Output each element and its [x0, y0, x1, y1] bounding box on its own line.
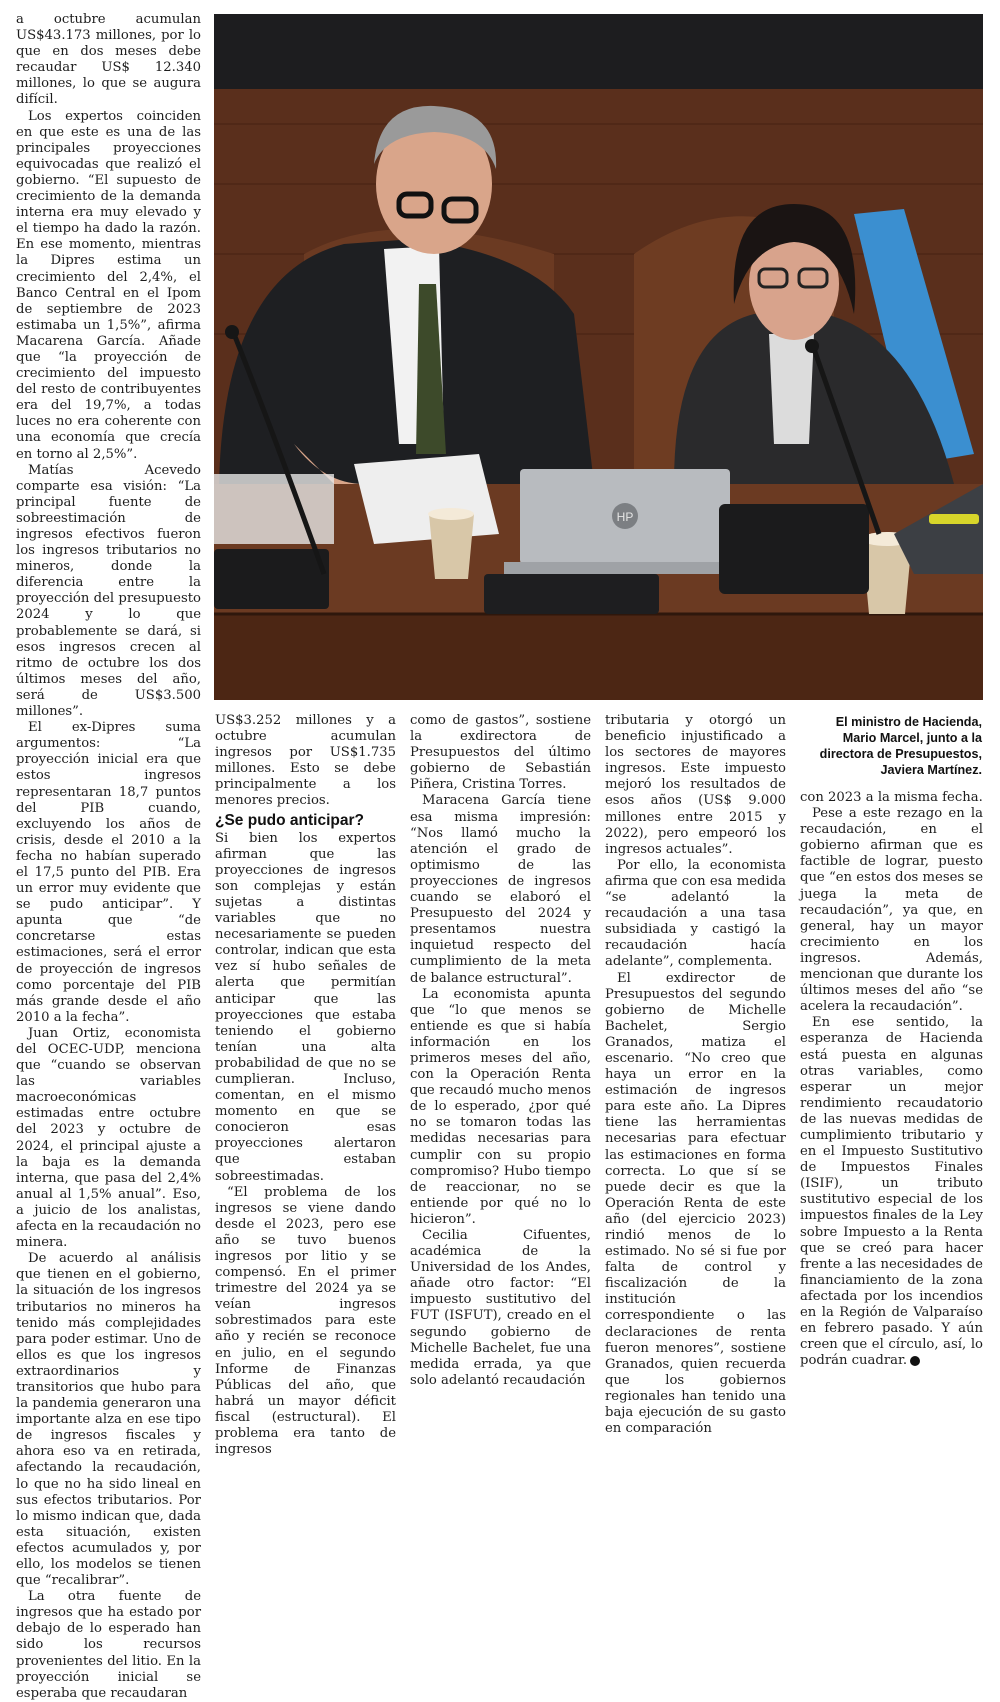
- photo-illustration: [214, 14, 983, 700]
- microphone-center: [484, 574, 659, 614]
- ceiling: [214, 14, 983, 89]
- paragraph: con 2023 a la misma fecha.: [800, 790, 983, 805]
- paragraph: Si bien los expertos afirman que las proyecciones de ingresos son complejas y están sujetas a distintas variables que no necesariamente se pueden controlar, indican que esta vez sí hubo señales de alerta que permitían anticipar que las proyecciones que estaba teniendo el gobierno tenían una alta probabilidad de que no se cumplieran. Incluso, comentan, en el mismo momento en que se conocieron esas proyecciones alertaron que estaban sobreestimadas.: [215, 830, 396, 1184]
- laptop-logo: HP: [616, 510, 634, 524]
- paragraph: Juan Ortiz, economista del OCEC-UDP, menciona que “cuando se observan las variables macroeconómicas estimadas entre octubre del 2023 y octubre de 2024, el principal ajuste a la baja es la demanda interna, que pasa del 2,4% anual al 1,5% anual”. Eso, a juicio de los analistas, afecta en la recaudación no minera.: [16, 1025, 201, 1251]
- paragraph: Por ello, la economista afirma que con esa medida “se adelantó la recaudación a una tasa subsidiada y castigó la recaudación hacía adelante”, complementa.: [605, 857, 786, 970]
- paragraph: a octubre acumulan US$43.173 millones, por lo que en dos meses debe recaudar US$ 12.340 millones, lo que se augura difícil.: [16, 12, 201, 108]
- end-of-article-icon: [910, 1356, 920, 1366]
- photo-caption: El ministro de Hacienda, Mario Marcel, junto a la directora de Presupuestos, Javiera Martínez.: [819, 715, 982, 777]
- article-column-3: [410, 713, 591, 1388]
- article-column-4: [605, 713, 786, 1437]
- paragraph: La otra fuente de ingresos que ha estado por debajo de lo esperado han sido los recursos provenientes del litio. En la proyección inicial se esperaba que recaudaran: [16, 1589, 201, 1701]
- paragraph: Matías Acevedo comparte esa visión: “La principal fuente de sobreestimación de ingresos efectivos fueron los ingresos tributarios no mineros, donde la diferencia entre la proyección del presupuesto 2024 y lo que probablemente se dará, si esos ingresos crecen al ritmo de octubre los dos últimos meses del año, será de US$3.500 millones”.: [16, 462, 201, 720]
- article-column-5: [800, 790, 983, 1369]
- paragraph: En ese sentido, la esperanza de Hacienda está puesta en algunas otras variables, como esperar un mejor rendimiento recaudatorio de las nuevas medidas de cumplimiento tributario y en el Impuesto Sustitutivo de Impuestos Finales (ISIF), un tributo sustitutivo especial de los impuestos finales de la Ley sobre Impuesto a la Renta que se creó para hacer frente a las necesidades de financiamiento de la zona afectada por los incendios en la Región de Valparaíso en febrero pasado. Y aún creen que el círculo, así, lo podrán cuadrar.: [800, 1015, 983, 1369]
- section-heading: ¿Se pudo anticipar?: [215, 811, 364, 829]
- paragraph: El exdirector de Presupuestos del segundo gobierno de Michelle Bachelet, Sergio Granados, matiza el escenario. “No creo que haya un error en la estimación de ingresos para este año. La Dipres tiene las herramientas necesarias para efectuar las estimaciones en forma correcta. Lo que sí se puede decir es que la Operación Renta de este año (del ejercicio 2023) rindió menos de lo estimado. No sé si fue por falta de control y fiscalización de la institución correspondiente o las declaraciones de renta fueron menores”, sostiene Granados, quien recuerda que los gobiernos regionales han tenido una baja ejecución de su gasto en comparación: [605, 970, 786, 1437]
- coffee-cup-left: [428, 508, 474, 579]
- laptop: [504, 469, 744, 574]
- papers: [354, 454, 499, 544]
- paragraph: Los expertos coinciden en que este es una de las principales proyecciones equivocadas que realizó el gobierno. “El supuesto de crecimiento de la demanda interna era muy elevado y el tiempo ha dado la razón. En ese momento, mientras la Dipres estima un crecimiento del 2,4%, el Banco Central en el Ipom de septiembre de 2023 estimaba un 1,5%”, afirma Macarena García. Añade que “la proyección de crecimiento del impuesto del resto de contribuyentes era del 19,7%, a todas luces no era coherente con una economía que crecía en torno al 2,5%”.: [16, 108, 201, 462]
- highlighter: [929, 514, 979, 524]
- paragraph: “El problema de los ingresos se viene dando desde el 2023, pero ese año se tuvo buenos ingresos por litio y se compensó. En el primer trimestre del 2024 ya se veían ingresos sobrestimados para este año y recién se reconoce en julio, en el segundo Informe de Finanzas Públicas del año, que habrá un mayor déficit fiscal (estructural). El problema era tanto de ingresos: [215, 1184, 396, 1458]
- paragraph: Cecilia Cifuentes, académica de la Universidad de los Andes, añade otro factor: “El impuesto sustitutivo del FUT (ISFUT), creado en el segundo gobierno de Michelle Bachelet, fue una medida errada, ya que solo adelantó recaudación: [410, 1228, 591, 1388]
- paragraph: tributaria y otorgó un beneficio injustificado a los sectores de mayores ingresos. Este impuesto mejoró los resultados de esos años (US$ 9.000 millones entre 2015 y 2022), pero empeoró los ingresos actuales”.: [605, 713, 786, 857]
- paragraph: Maracena García tiene esa misma impresión: “Nos llamó mucho la atención el grado de optimismo de las proyecciones de ingresos cuando se elaboró el Presupuesto del 2024 y presentamos nuestra inquietud respecto del cumplimiento de la meta de balance estructural”.: [410, 793, 591, 986]
- paragraph: De acuerdo al análisis que tienen en el gobierno, la situación de los ingresos tributarios no mineros ha tenido más complejidades para poder estimar. Uno de ellos es que los ingresos extraordinarios y transitorios que hubo para la pandemia generaron una importante alza en ese tipo de ingresos fiscales y ahora eso va en retirada, afectando la recaudación, lo que no ha sido lineal en sus efectos tributarios. Por lo mismo indican que, dada esta situación, existen efectos acumulados y, por ello, los modelos se tienen que “recalibrar”.: [16, 1251, 201, 1589]
- article-column-1: [16, 12, 201, 1701]
- article-photo: [214, 14, 983, 700]
- paragraph: La economista apunta que “lo que menos se entiende es que si había información en los primeros meses del año, con la Operación Renta que recaudó mucho menos de lo esperado, ¿por qué no se tomaron todas las medidas necesarias para cumplir con su propio compromiso? Hubo tiempo de reaccionar, no se entiende por qué no lo hicieron”.: [410, 986, 591, 1227]
- paragraph: El ex-Dipres suma argumentos: “La proyección inicial era que estos ingresos representaran 18,7 puntos del PIB cuando, excluyendo los años de crisis, desde el 2010 a la fecha no habían superado el 17,5 punto del PIB. Era un error muy evidente que se pudo anticipar”. Y apunta que “de concretarse estas estimaciones, será el error de proyección de ingresos como porcentaje del PIB más grande desde el año 2010 a la fecha”.: [16, 720, 201, 1025]
- paragraph: US$3.252 millones y a octubre acumulan ingresos por US$1.735 millones. Esto se debe principalmente a los menores precios.: [215, 713, 396, 809]
- article-column-2: [215, 713, 396, 1458]
- paragraph: como de gastos”, sostiene la exdirectora de Presupuestos del último gobierno de Sebastián Piñera, Cristina Torres.: [410, 713, 591, 793]
- paragraph: Pese a este rezago en la recaudación, en el gobierno afirman que es factible de lograr, puesto que “en estos dos meses se juega la meta de recaudación”, ya que, en general, hay un mayor crecimiento en los ingresos. Además, mencionan que durante los últimos meses del año “se acelera la recaudación”.: [800, 806, 983, 1015]
- desk-front: [214, 614, 983, 700]
- papers-left: [214, 474, 334, 544]
